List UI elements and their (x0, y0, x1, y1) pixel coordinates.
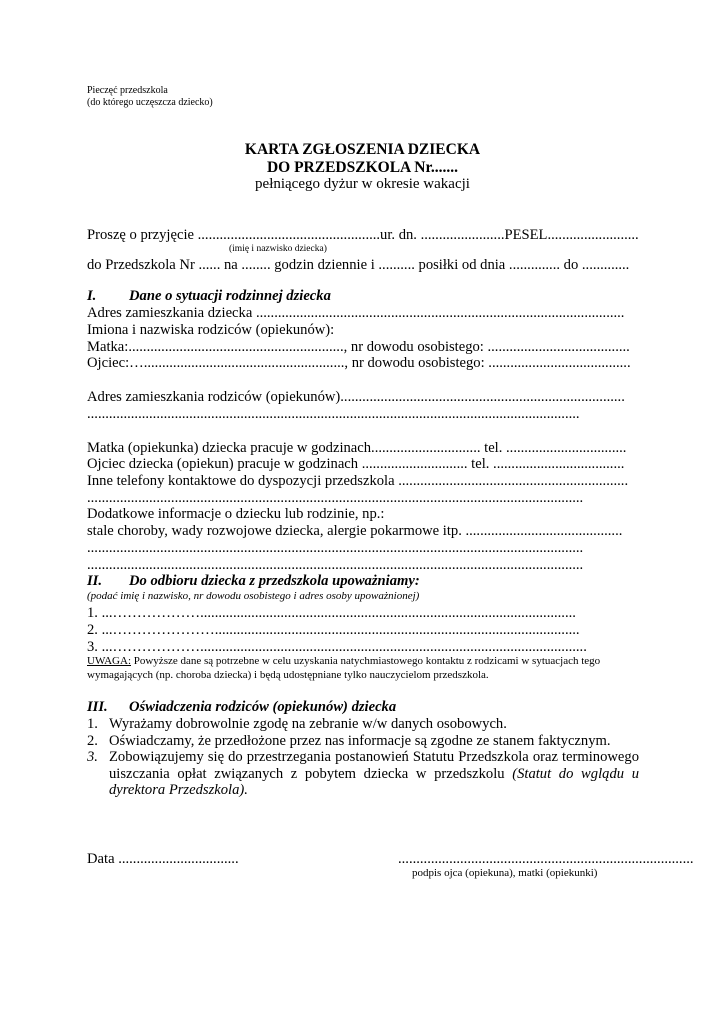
form-line: Matka:..........................................................., nr dowodu osobistego: ....................................... (87, 339, 630, 355)
section-1-title: Dane o sytuacji rodzinnej dziecka (129, 288, 331, 304)
stamp-label: Pieczęć przedszkola (87, 85, 168, 96)
section-2-title: Do odbioru dziecka z przedszkola upoważniamy: (129, 573, 420, 589)
note-label: UWAGA: (87, 655, 131, 667)
section-1-heading (87, 288, 331, 305)
declarations-list (87, 716, 639, 799)
section-3-number: III. (87, 699, 108, 715)
declaration-number: 2. (87, 732, 98, 749)
form-line: Inne telefony kontaktowe do dyspozycji przedszkola ............................................................... (87, 473, 629, 489)
intro-kindergarten-line: do Przedszkola Nr ...... na ........ godzin dziennie i .......... posiłki od dnia .............. do ............. (87, 257, 630, 273)
authorized-person-line: 2. ...………………….................................................................................................... (87, 622, 580, 638)
declaration-text (109, 749, 639, 799)
form-line: Matka (opiekunka) dziecka pracuje w godzinach.............................. tel. ................................. (87, 440, 627, 456)
form-line: ........................................................................................................................................ (87, 540, 584, 556)
signature-caption: podpis ojca (opiekuna), matki (opiekunki) (412, 867, 598, 879)
form-line: ........................................................................................................................................ (87, 490, 584, 506)
section-2-number: II. (87, 573, 103, 589)
declaration-item (87, 716, 639, 733)
document-title-number: DO PRZEDSZKOLA Nr....... (266, 159, 459, 176)
declaration-text-italic: (Statut do wglądu u dyrektora Przedszkola). (109, 765, 639, 798)
declaration-number: 3. (87, 749, 98, 765)
form-line: Ojciec:…......................................................., nr dowodu osobistego: ....................................... (87, 355, 631, 371)
document-subtitle: pełniącego dyżur w okresie wakacji (255, 176, 470, 192)
form-line: Ojciec dziecka (opiekun) pracuje w godzinach ............................. tel. .................................... (87, 456, 625, 472)
date-field: Data ................................. (87, 851, 239, 867)
section-1-number: I. (87, 288, 97, 304)
form-line: Adres zamieszkania dziecka ..................................................................................................... (87, 305, 625, 321)
declaration-item (87, 749, 639, 799)
form-line: ....................................................................................................................................... (87, 406, 580, 422)
declaration-text-main: Zobowiązujemy się do przestrzegania postanowień Statutu Przedszkola oraz terminowego uiszczania opłat związanych z pobytem dziecka w przedszkolu (109, 749, 639, 782)
intro-child-hint: (imię i nazwisko dziecka) (229, 244, 327, 254)
note-paragraph (87, 655, 642, 682)
document-title: KARTA ZGŁOSZENIA DZIECKA (244, 141, 481, 158)
form-line: stale choroby, wady rozwojowe dziecka, alergie pokarmowe itp. ........................................... (87, 523, 623, 539)
declaration-text: Oświadczamy, że przedłożone przez nas informacje są zgodne ze stanem faktycznym. (109, 732, 611, 749)
section-2-heading (87, 573, 420, 590)
declaration-number: 1. (87, 716, 98, 732)
note-text: Powyższe dane są potrzebne w celu uzyskania natychmiastowego kontaktu z rodzicami w sytuacjach tego wymagających (np. choroba dziecka) i będą udostępniane tylko nauczycielom przedszkola. (87, 655, 601, 681)
form-line: Imiona i nazwiska rodziców (opiekunów): (87, 322, 335, 338)
form-line: Dodatkowe informacje o dziecku lub rodzinie, np.: (87, 506, 385, 522)
signature-field: ................................................................................. (398, 851, 694, 867)
authorized-person-line: 3. ...……………….......................................................................................................... (87, 639, 587, 655)
form-line: ........................................................................................................................................ (87, 557, 584, 573)
stamp-sublabel: (do którego uczęszcza dziecko) (87, 97, 213, 108)
form-line: Adres zamieszkania rodziców (opiekunów).............................................................................. (87, 389, 625, 405)
intro-child-line: Proszę o przyjęcie ..................................................ur. dn. .......................PESEL......................... (87, 227, 639, 243)
declaration-item (87, 733, 639, 750)
authorized-person-line: 1. ...………………....................................................................................................... (87, 605, 576, 621)
section-3-title: Oświadczenia rodziców (opiekunów) dziecka (129, 699, 397, 715)
declaration-text: Wyrażamy dobrowolnie zgodę na zebranie w/w danych osobowych. (109, 716, 507, 732)
section-2-hint: (podać imię i nazwisko, nr dowodu osobistego i adres osoby upoważnionej) (87, 590, 420, 602)
section-3-heading (87, 699, 396, 716)
